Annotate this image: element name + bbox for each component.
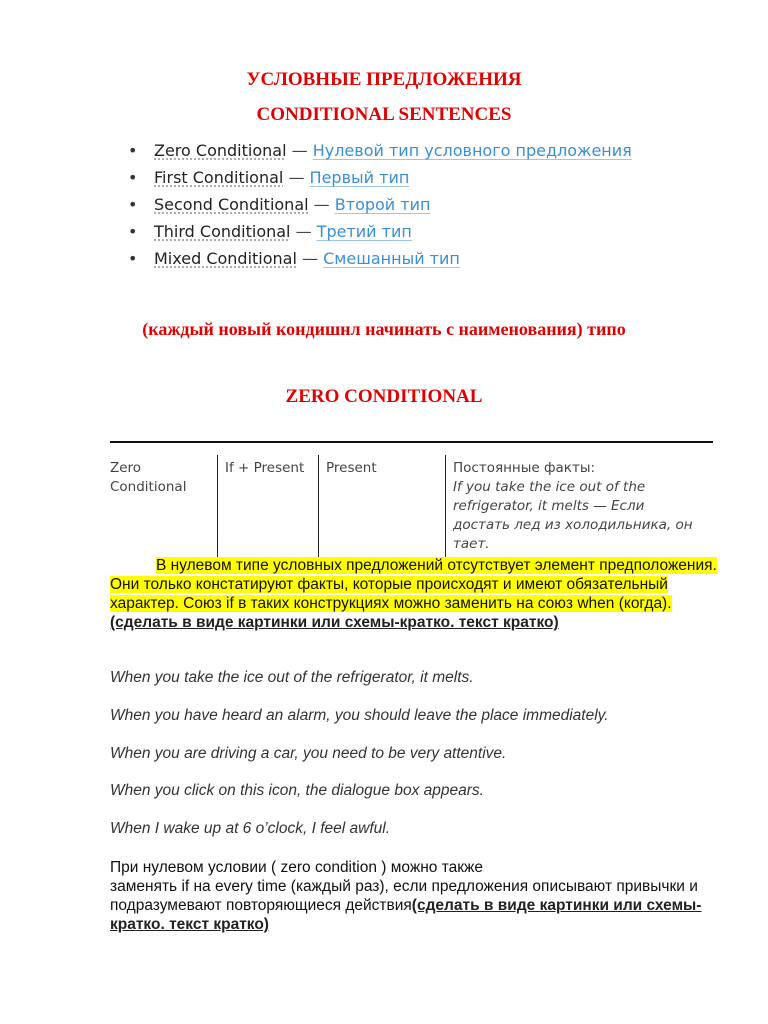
list-item	[128, 221, 632, 248]
bullet-icon: •	[128, 222, 138, 241]
dash: —	[295, 222, 312, 241]
explanation-paragraph	[110, 556, 720, 632]
type-name: Mixed Conditional	[154, 249, 297, 268]
title-english: CONDITIONAL SENTENCES	[256, 104, 512, 125]
list-item	[128, 167, 632, 194]
list-item	[128, 248, 632, 275]
editor-note: (сделать в виде картинки или схемы-кратко. текст кратко)	[110, 897, 702, 933]
dash: —	[291, 141, 308, 160]
dash: —	[313, 195, 330, 214]
type-link[interactable]: Нулевой тип условного предложения	[312, 141, 632, 160]
usage-example: If you take the ice out of the refrigerator, it melts — Если достать лед из холодильника, он тает.	[453, 479, 693, 552]
zero-conditional-table	[103, 455, 711, 558]
example-sentence: When you have heard an alarm, you should leave the place immediately.	[110, 707, 609, 724]
cell-type: Zero Conditional	[110, 460, 187, 495]
type-name: First Conditional	[154, 168, 284, 187]
list-item	[128, 140, 632, 167]
example-sentence: When you are driving a car, you need to be very attentive.	[110, 745, 507, 762]
cell-usage	[446, 455, 712, 558]
example-sentence: When you click on this icon, the dialogue box appears.	[110, 782, 484, 799]
dash: —	[288, 168, 305, 187]
type-link[interactable]: Второй тип	[334, 195, 431, 214]
paragraph-line: При нулевом условии ( zero condition ) можно также	[110, 859, 484, 876]
bullet-icon: •	[128, 249, 138, 268]
section-title: ZERO CONDITIONAL	[285, 386, 483, 407]
type-name: Third Conditional	[154, 222, 291, 241]
dash: —	[302, 249, 319, 268]
example-sentence: When I wake up at 6 o’clock, I feel awful.	[110, 820, 390, 837]
type-link[interactable]: Третий тип	[316, 222, 412, 241]
example-sentence: When you take the ice out of the refrigerator, it melts.	[110, 669, 474, 686]
type-link[interactable]: Смешанный тип	[323, 249, 460, 268]
paragraph-text: заменять if на every time (каждый раз), если предложения описывают привычки и подразумевают повторяющиеся действия	[110, 878, 698, 914]
title-russian: УСЛОВНЫЕ ПРЕДЛОЖЕНИЯ	[246, 69, 522, 90]
instruction-note: (каждый новый кондишнл начинать с наименования) типо	[142, 319, 626, 339]
type-name: Second Conditional	[154, 195, 309, 214]
bullet-icon: •	[128, 195, 138, 214]
editor-note: (сделать в виде картинки или схемы-кратко. текст кратко)	[110, 614, 559, 631]
cell-main-clause: Present	[319, 455, 446, 558]
highlighted-text: В нулевом типе условных предложений отсутствует элемент предположения. Они только констатируют факты, которые происходят и имеют обязательный характер. Союз if в таких конструкциях можно заменить на союз when (когда).	[110, 557, 717, 612]
bullet-icon: •	[128, 168, 138, 187]
list-item	[128, 194, 632, 221]
cell-if-clause: If + Present	[218, 455, 319, 558]
bullet-icon: •	[128, 141, 138, 160]
divider	[110, 441, 713, 443]
type-name: Zero Conditional	[154, 141, 287, 160]
conditional-types-list	[128, 140, 632, 275]
table-row	[103, 455, 711, 558]
usage-label: Постоянные факты:	[453, 460, 596, 476]
every-time-paragraph	[110, 858, 720, 934]
type-link[interactable]: Первый тип	[309, 168, 410, 187]
